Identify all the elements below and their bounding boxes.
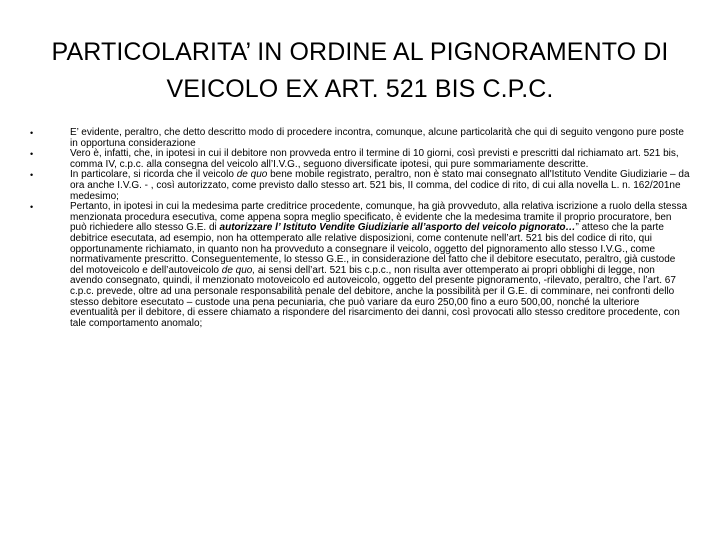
bullet-text-start: In particolare, si ricorda che il veicolo [70,169,237,181]
slide-title: PARTICOLARITA’ IN ORDINE AL PIGNORAMENTO DI VEICOLO EX ART. 521 BIS C.P.C. [51,38,669,103]
bullet-text-start: Pertanto, in ipotesi in cui la medesima parte creditrice procedente, comunque, ha già provveduto, alla relativa iscrizione a ruolo della stessa menzionata procedura esecutiva, come appena sopra meglio specificato, è evidente che la medesima tramite il proprio procuratore, ben può richiedere allo stesso G.E. di [70,201,688,234]
bullet-dot-icon: • [30,149,34,160]
bullet-text-middle: ” atteso che la parte debitrice esecutata, ad esempio, non ha ottemperato alle relative disposizioni, come contenute nell’art. 521 bis del codice di rito, qui opportunamente richiamato, in quanto non ha provveduto a consegnare il veicolo, oggetto del pignoramento allo stesso I.V.G., come normativamente prescritto. Conseguentemente, lo stesso G.E., in considerazione del fatto che il debitore esecutato, peraltro, già custode del motoveicolo e dell’autoveicolo [70,222,676,276]
bullet-dot-icon: • [30,170,34,181]
bullet-dot-icon: • [30,202,34,213]
bullet-dot-icon: • [30,128,34,138]
bullet-text-end: bene mobile registrato, peraltro, non è stato mai consegnato all'Istituto Vendite Giudiziarie – da ora anche I.V.G. - , così autorizzato, come previsto dallo stesso art. 521 bis, II comma, del codice di rito, di cui alla novella L. n. 162/201ne medesimo; [70,169,690,202]
bullet-text-end: ai sensi dell’art. 521 bis c.p.c., non risulta aver ottemperato ai propri obblighi di legge, non avendo consegnato, quindi, il menzionato motoveicolo ed autoveicolo, oggetto del presente pignoramento, -rilevato, peraltro, che l’art. 67 c.p.c. prevede, oltre ad una personale responsabilità penale del debitore, anche la possibilità per il G.E. di comminare, nei confronti dello stesso debitore esecutato – custode una pena pecuniaria, che può variare da euro 250,00 fino a euro 500,00, nonché la ulteriore eventualità per il debitore, di essere chiamato a rispondere del risarcimento dei danni, così provocati allo stesso creditore procedente, con tale comportamento anomalo; [70,264,680,329]
bullet-text-bold-italic: autorizzare l’ Istituto Vendite Giudiziarie all’asporto del veicolo pignorato… [219,222,576,234]
bullet-text: E’ evidente, peraltro, che detto descritto modo di procedere incontra, comunque, alcune particolarità che qui di seguito vengono pure poste in opportuna considerazione [70,127,684,149]
bullet-text: Vero è, infatti, che, in ipotesi in cui il debitore non provveda entro il termine di 10 giorni, così previsti e prescritti dal richiamato art. 521 bis, comma IV, c.p.c. alla consegna del veicolo all’I.V.G., seguono diversificate ipotesi, qui pure sommariamente descritte. [70,148,679,170]
bullet-text-italic: de quo, [221,264,256,276]
bullet-item [30,149,690,170]
bullet-list [30,128,690,329]
bullet-text-italic: de quo [236,169,268,181]
bullet-item [30,170,690,202]
bullet-item [30,128,690,149]
bullet-item [30,202,690,329]
